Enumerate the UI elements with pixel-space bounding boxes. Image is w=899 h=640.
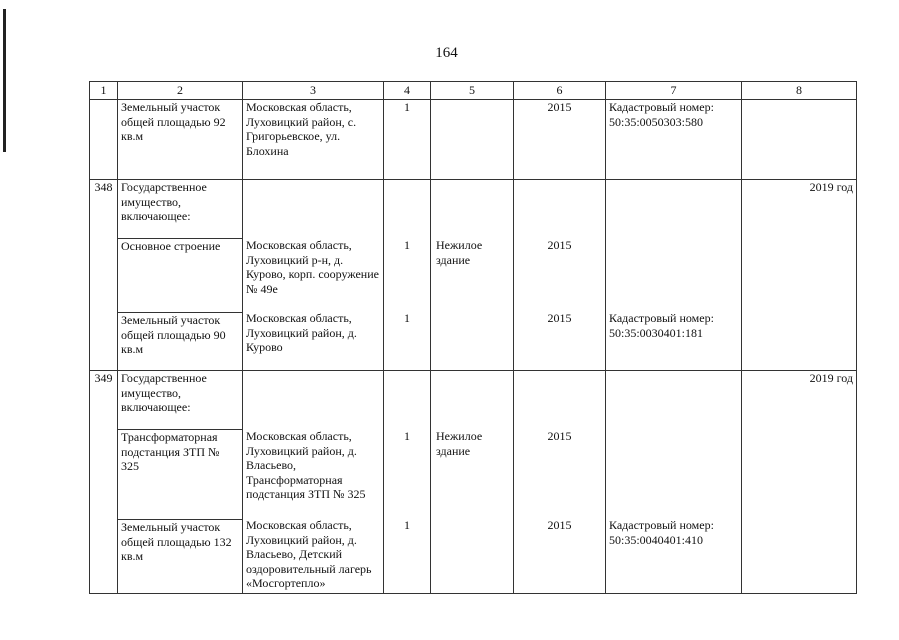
object-name: Земельный участок общей площадью 90 кв.м: [118, 313, 243, 371]
table-row: [90, 100, 857, 180]
object-year: 2015: [547, 311, 572, 325]
col-header-5: 5: [431, 82, 514, 100]
group-title: Государственное имущество, включающее:: [118, 371, 243, 430]
property-registry-table: [89, 81, 857, 594]
row-number: 349: [90, 371, 118, 594]
col-header-8: 8: [742, 82, 857, 100]
object-name: Основное строение: [118, 239, 243, 313]
object-cadastral: Кадастровый номер: 50:35:0040401:410: [609, 518, 714, 547]
group-title: Государственное имущество, включающее:: [118, 180, 243, 239]
object-note: [742, 100, 857, 180]
object-year: 2015: [547, 518, 572, 532]
object-note: 2019 год: [742, 180, 857, 371]
row-number: 348: [90, 180, 118, 371]
object-address: Московская область, Луховицкий р-н, д. Курово, корп. сооружение № 49е: [246, 238, 379, 296]
object-type: Нежилое здание: [436, 238, 483, 267]
col-header-2: 2: [118, 82, 243, 100]
object-name: Трансформаторная подстанция ЗТП № 325: [118, 430, 243, 520]
object-address: Московская область, Луховицкий район, д. Власьево, Трансформаторная подстанция ЗТП № 325: [246, 429, 366, 501]
col-header-1: 1: [90, 82, 118, 100]
object-quantity: 1: [404, 238, 410, 252]
object-name: Земельный участок общей площадью 132 кв.м: [118, 520, 243, 594]
object-year: 2015: [514, 100, 606, 180]
object-cadastral: Кадастровый номер: 50:35:0030401:181: [609, 311, 714, 340]
object-type: Нежилое здание: [436, 429, 483, 458]
object-quantity: 1: [404, 429, 410, 443]
object-name: Земельный участок общей площадью 92 кв.м: [118, 100, 243, 180]
object-address: Московская область, Луховицкий район, д. Власьево, Детский оздоровительный лагерь «Мосгортепло»: [246, 518, 372, 590]
object-quantity: 1: [404, 518, 410, 532]
object-address: Московская область, Луховицкий район, с. Григорьевское, ул. Блохина: [243, 100, 384, 180]
page-number: 164: [435, 45, 458, 61]
table-row: [90, 371, 857, 430]
object-address: Московская область, Луховицкий район, д. Курово: [246, 311, 357, 354]
row-number: [90, 100, 118, 180]
col-header-4: 4: [384, 82, 431, 100]
object-note: 2019 год: [742, 371, 857, 594]
object-year: 2015: [547, 429, 572, 443]
col-header-7: 7: [606, 82, 742, 100]
table-row: [90, 180, 857, 239]
object-cadastral: Кадастровый номер: 50:35:0050303:580: [606, 100, 742, 180]
object-type: [431, 100, 514, 180]
object-year: 2015: [547, 238, 572, 252]
object-quantity: 1: [384, 100, 431, 180]
col-header-6: 6: [514, 82, 606, 100]
col-header-3: 3: [243, 82, 384, 100]
header-row: [90, 82, 857, 100]
object-quantity: 1: [404, 311, 410, 325]
left-margin-mark: [3, 9, 6, 152]
